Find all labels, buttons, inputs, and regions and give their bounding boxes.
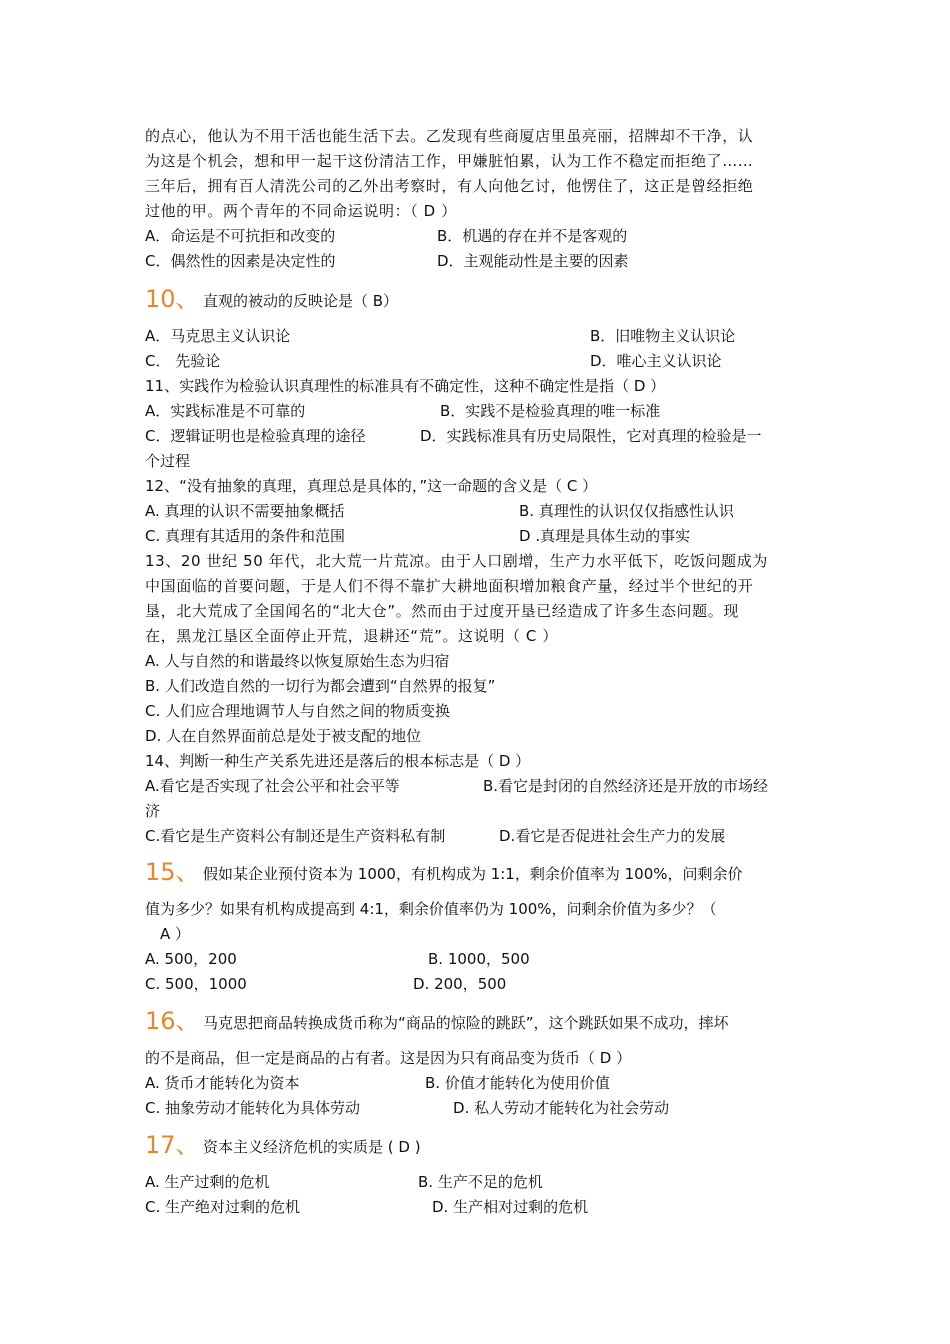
- q16-number: 16、: [145, 1007, 200, 1035]
- q12-option-a: A. 真理的认识不需要抽象概括: [145, 502, 345, 520]
- q17-option-c: C. 生产绝对过剩的危机: [145, 1198, 301, 1216]
- q9-line-1: 的点心，他认为不用干活也能生活下去。乙发现有些商厦店里虽亮丽，招牌却不干净，认: [145, 127, 754, 145]
- q13-option-a: A. 人与自然的和谐最终以恢复原始生态为归宿: [145, 652, 450, 670]
- q9-line-3: 三年后，拥有百人清洗公司的乙外出考察时，有人向他乞讨，他愣住了，这正是曾经拒绝: [145, 177, 754, 195]
- q9-line-2: 为这是个机会，想和甲一起干这份清洁工作，甲嫌脏怕累，认为工作不稳定而拒绝了……: [145, 152, 754, 170]
- q13-option-b: B. 人们改造自然的一切行为都会遭到“自然界的报复”: [145, 677, 496, 695]
- q17-option-b: B. 生产不足的危机: [418, 1173, 543, 1191]
- q13-line-2: 中国面临的首要问题，于是人们不得不靠扩大耕地面积增加粮食产量，经过半个世纪的开: [145, 577, 754, 595]
- q11-option-a: A．实践标准是不可靠的: [145, 402, 306, 420]
- q14-option-c: C.看它是生产资料公有制还是生产资料私有制: [145, 827, 446, 845]
- q13-line-1: 13、20 世纪 50 年代，北大荒一片荒凉。由于人口剧增，生产力水平低下，吃饭问题成为: [145, 552, 768, 570]
- q13-line-3: 垦，北大荒成了全国闻名的“北大仓”。然而由于过度开垦已经造成了许多生态问题。现: [145, 602, 739, 620]
- q15-stem-2: 值为多少？如果有机构成提高到 4:1，剩余价值率仍为 100%，问剩余价值为多少？（: [145, 900, 717, 918]
- q12-option-d: D .真理是具体生动的事实: [519, 527, 691, 545]
- q16-option-c: C. 抽象劳动才能转化为具体劳动: [145, 1099, 361, 1117]
- q15-option-a: A. 500，200: [145, 950, 237, 968]
- q15-number: 15、: [145, 858, 200, 886]
- q15-option-c: C. 500，1000: [145, 975, 247, 993]
- q13-line-4: 在，黑龙江垦区全面停止开荒，退耕还“荒”。这说明（ C ）: [145, 627, 558, 645]
- q10-option-d: D．唯心主义认识论: [590, 352, 722, 370]
- q14-tail: 济: [145, 802, 161, 820]
- q16-option-b: B. 价值才能转化为使用价值: [425, 1074, 610, 1092]
- q10-stem: 直观的被动的反映论是（ B）: [203, 292, 399, 310]
- q16-stem-2: 的不是商品，但一定是商品的占有者。这是因为只有商品变为货币（ D ）: [145, 1049, 632, 1067]
- q13-option-d: D. 人在自然界面前总是处于被支配的地位: [145, 727, 422, 745]
- q14-stem: 14、判断一种生产关系先进还是落后的根本标志是（ D ）: [145, 752, 531, 770]
- q11-tail: 个过程: [145, 452, 191, 470]
- q17-number: 17、: [145, 1131, 200, 1159]
- q15-stem-1: 假如某企业预付资本为 1000，有机构成为 1:1，剩余价值率为 100%，问剩余价: [203, 865, 743, 883]
- q10-option-a: A．马克思主义认识论: [145, 327, 291, 345]
- q9-option-c: C．偶然性的因素是决定性的: [145, 252, 336, 270]
- q13-option-c: C. 人们应合理地调节人与自然之间的物质变换: [145, 702, 451, 720]
- q14-option-b: B.看它是封闭的自然经济还是开放的市场经: [483, 777, 769, 795]
- q9-option-b: B．机遇的存在并不是客观的: [437, 227, 628, 245]
- q16-stem-1: 马克思把商品转换成货币称为“商品的惊险的跳跃”，这个跳跃如果不成功，摔坏: [203, 1014, 729, 1032]
- q9-option-a: A．命运是不可抗拒和改变的: [145, 227, 336, 245]
- q10-option-b: B．旧唯物主义认识论: [590, 327, 736, 345]
- q12-option-b: B. 真理性的认识仅仅指感性认识: [519, 502, 734, 520]
- q12-option-c: C. 真理有其适用的条件和范围: [145, 527, 346, 545]
- q11-stem: 11、实践作为检验认识真理性的标准具有不确定性，这种不确定性是指（ D ）: [145, 377, 666, 395]
- q15-option-d: D. 200，500: [413, 975, 507, 993]
- q14-option-a: A.看它是否实现了社会公平和社会平等: [145, 777, 400, 795]
- q11-option-d: D．实践标准具有历史局限性，它对真理的检验是一: [420, 427, 762, 445]
- q11-option-b: B．实践不是检验真理的唯一标准: [440, 402, 661, 420]
- q17-stem: 资本主义经济危机的实质是 ( D ): [203, 1138, 421, 1156]
- q12-stem: 12、“没有抽象的真理，真理总是具体的，”这一命题的含义是（ C ）: [145, 477, 598, 495]
- q15-answer: A ）: [160, 925, 191, 943]
- q15-option-b: B. 1000，500: [428, 950, 530, 968]
- q10-option-c: C． 先验论: [145, 352, 221, 370]
- q14-option-d: D.看它是否促进社会生产力的发展: [499, 827, 726, 845]
- q16-option-d: D. 私人劳动才能转化为社会劳动: [453, 1099, 670, 1117]
- q16-option-a: A. 货币才能转化为资本: [145, 1074, 300, 1092]
- q9-line-4: 过他的甲。两个青年的不同命运说明：（ D ）: [145, 202, 457, 220]
- q11-option-c: C．逻辑证明也是检验真理的途径: [145, 427, 366, 445]
- q17-option-a: A. 生产过剩的危机: [145, 1173, 270, 1191]
- q9-option-d: D．主观能动性是主要的因素: [437, 252, 629, 270]
- q17-option-d: D. 生产相对过剩的危机: [432, 1198, 589, 1216]
- q10-number: 10、: [145, 285, 200, 313]
